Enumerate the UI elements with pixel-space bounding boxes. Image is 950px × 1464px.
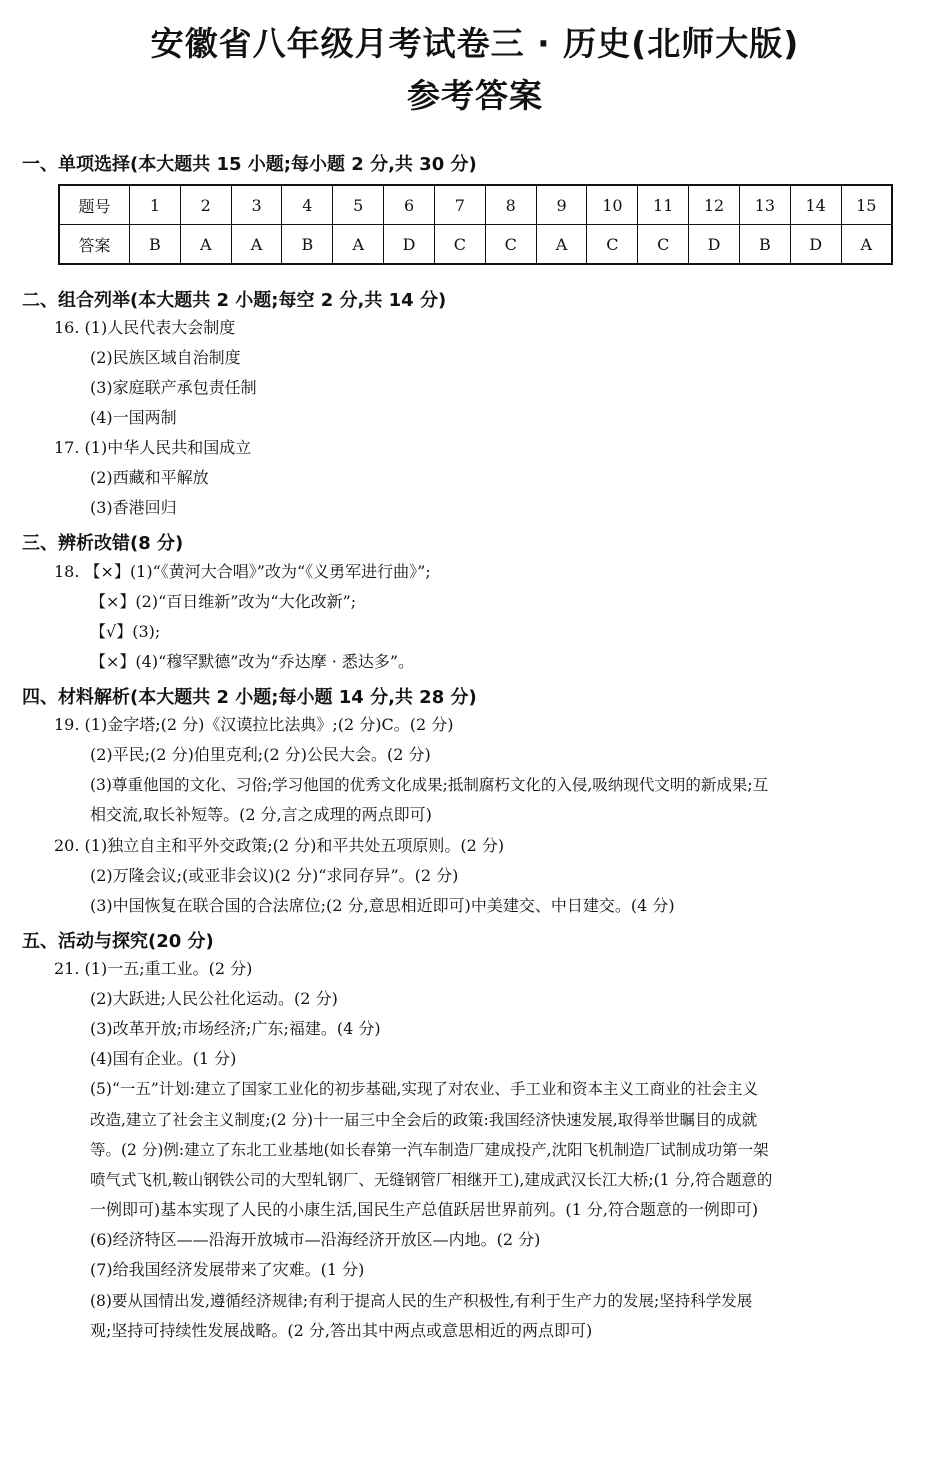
question-number: 1	[130, 185, 181, 225]
section-heading-1: 一、单项选择(本大题共 15 小题;每小题 2 分,共 30 分)	[22, 154, 477, 175]
answer-cell: A	[536, 225, 587, 265]
question-number: 8	[485, 185, 536, 225]
answer-line: 【×】(2)“百日维新”改为“大化改新”;	[90, 592, 357, 611]
question-number: 12	[689, 185, 740, 225]
answer-line: (3)家庭联产承包责任制	[90, 378, 257, 397]
question-number: 2	[180, 185, 231, 225]
answer-cell: B	[282, 225, 333, 265]
section-heading-5: 五、活动与探究(20 分)	[22, 931, 214, 952]
question-number: 13	[739, 185, 790, 225]
answer-line: (2)平民;(2 分)伯里克利;(2 分)公民大会。(2 分)	[90, 745, 431, 764]
question-number: 5	[333, 185, 384, 225]
question-number: 11	[638, 185, 689, 225]
answer-line: (8)要从国情出发,遵循经济规律;有利于提高人民的生产积极性,有利于生产力的发展;坚持科学发展	[90, 1292, 753, 1310]
row-header: 答案	[59, 225, 130, 265]
document-title: 安徽省八年级月考试卷三 · 历史(北师大版)	[150, 24, 800, 63]
answer-cell: A	[231, 225, 282, 265]
answer-cell: D	[689, 225, 740, 265]
answer-cell: C	[587, 225, 638, 265]
answer-line: (2)大跃进;人民公社化运动。(2 分)	[90, 989, 338, 1008]
answer-cell: C	[485, 225, 536, 265]
answer-cell: A	[841, 225, 892, 265]
answer-line: (3)改革开放;市场经济;广东;福建。(4 分)	[90, 1019, 381, 1038]
question-number: 9	[536, 185, 587, 225]
answer-line: 20. (1)独立自主和平外交政策;(2 分)和平共处五项原则。(2 分)	[54, 836, 505, 855]
answer-line: 等。(2 分)例:建立了东北工业基地(如长春第一汽车制造厂建成投产,沈阳飞机制造厂试制成功第一架	[90, 1141, 769, 1159]
answer-cell: C	[434, 225, 485, 265]
answer-cell: A	[180, 225, 231, 265]
answer-line: 18. 【×】(1)“《黄河大合唱》”改为“《义勇军进行曲》”;	[54, 562, 431, 581]
answer-line: (2)西藏和平解放	[90, 468, 209, 487]
section-heading-2: 二、组合列举(本大题共 2 小题;每空 2 分,共 14 分)	[22, 290, 447, 311]
row-header: 题号	[59, 185, 130, 225]
answer-line: 观;坚持可持续性发展战略。(2 分,答出其中两点或意思相近的两点即可)	[90, 1321, 593, 1340]
answer-line: (4)国有企业。(1 分)	[90, 1049, 237, 1068]
section-heading-4: 四、材料解析(本大题共 2 小题;每小题 14 分,共 28 分)	[22, 687, 477, 708]
answer-line: (2)民族区域自治制度	[90, 348, 241, 367]
question-number: 3	[231, 185, 282, 225]
question-number: 7	[434, 185, 485, 225]
question-number: 6	[384, 185, 435, 225]
answer-cell: C	[638, 225, 689, 265]
answer-line: 相交流,取长补短等。(2 分,言之成理的两点即可)	[90, 805, 432, 824]
answer-cell: A	[333, 225, 384, 265]
answer-line: 改造,建立了社会主义制度;(2 分)十一届三中全会后的政策:我国经济快速发展,取得举世瞩目的成就	[90, 1111, 758, 1129]
answer-line: 【√】(3);	[90, 622, 161, 641]
answer-table	[58, 184, 893, 265]
answer-row	[59, 225, 892, 265]
question-number: 15	[841, 185, 892, 225]
answer-cell: B	[130, 225, 181, 265]
answer-line: 一例即可)基本实现了人民的小康生活,国民生产总值跃居世界前列。(1 分,符合题意的一例即可)	[90, 1200, 759, 1219]
question-number: 14	[790, 185, 841, 225]
answer-line: (3)中国恢复在联合国的合法席位;(2 分,意思相近即可)中美建交、中日建交。(4 分)	[90, 896, 675, 915]
answer-line: (6)经济特区——沿海开放城市—沿海经济开放区—内地。(2 分)	[90, 1230, 541, 1249]
question-number: 4	[282, 185, 333, 225]
answer-line: (3)香港回归	[90, 498, 177, 517]
question-number-row	[59, 185, 892, 225]
answer-cell: B	[739, 225, 790, 265]
answer-line: (3)尊重他国的文化、习俗;学习他国的优秀文化成果;抵制腐朽文化的入侵,吸纳现代文明的新成果;互	[90, 776, 769, 794]
question-number: 10	[587, 185, 638, 225]
answer-cell: D	[384, 225, 435, 265]
document-subtitle: 参考答案	[407, 76, 543, 115]
answer-cell: D	[790, 225, 841, 265]
answer-line: (2)万隆会议;(或亚非会议)(2 分)“求同存异”。(2 分)	[90, 866, 459, 885]
answer-line: 16. (1)人民代表大会制度	[54, 318, 236, 337]
answer-line: 17. (1)中华人民共和国成立	[54, 438, 252, 457]
answer-line: 喷气式飞机,鞍山钢铁公司的大型轧钢厂、无缝钢管厂相继开工),建成武汉长江大桥;(1 分,符合题意的	[90, 1171, 773, 1189]
answer-line: (5)“一五”计划:建立了国家工业化的初步基础,实现了对农业、手工业和资本主义工商业的社会主义	[90, 1080, 758, 1098]
answer-line: 19. (1)金字塔;(2 分)《汉谟拉比法典》;(2 分)C。(2 分)	[54, 715, 454, 734]
answer-line: (4)一国两制	[90, 408, 177, 427]
section-heading-3: 三、辨析改错(8 分)	[22, 533, 184, 554]
answer-line: 21. (1)一五;重工业。(2 分)	[54, 959, 253, 978]
answer-line: 【×】(4)“穆罕默德”改为“乔达摩 · 悉达多”。	[90, 652, 415, 671]
answer-line: (7)给我国经济发展带来了灾难。(1 分)	[90, 1260, 365, 1279]
